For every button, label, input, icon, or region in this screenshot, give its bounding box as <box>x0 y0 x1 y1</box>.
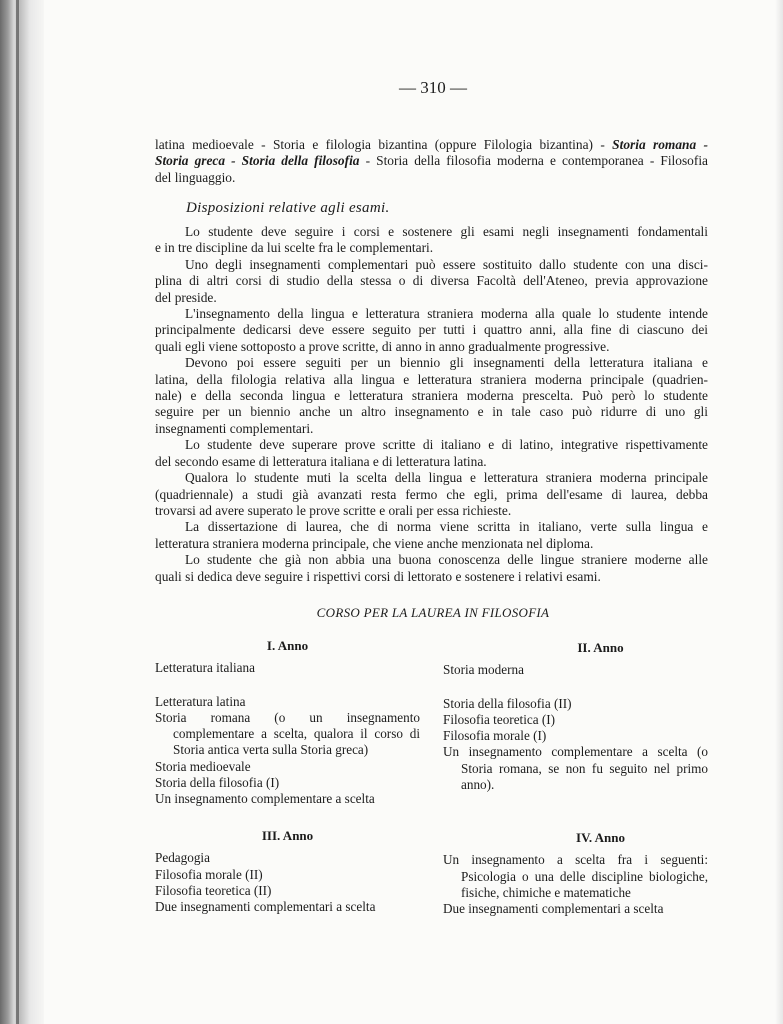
paragraph-text: Lo studente deve seguire i corsi e sostenere gli esami negli insegnamenti fondamentali <box>185 224 708 239</box>
paragraph-line <box>155 290 708 306</box>
year-1-column <box>155 638 420 808</box>
course-item: Storia della filosofia (I) <box>155 775 280 791</box>
paragraph-text: trovarsi ad avere superato le prove scritte e orali per essa richieste. <box>155 502 512 518</box>
paragraph-text: latina, della filologia relativa alla lingua e letteratura straniera moderna principale (quadrien- <box>155 371 708 387</box>
course-item: Letteratura latina <box>155 693 246 709</box>
paragraph-line <box>155 339 708 355</box>
paragraph-text: quali egli viene sottoposto a prove scritte, di anno in anno gradualmente progressive. <box>155 338 610 354</box>
course-item: Pedagogia <box>155 850 210 866</box>
paragraph-line <box>155 421 708 437</box>
paragraph-text: e in tre discipline da lui scelte fra le complementari. <box>155 240 434 256</box>
course-item: Due insegnamenti complementari a scelta <box>155 899 376 915</box>
paragraph-text: Lo studente deve superare prove scritte di italiano e di latino, integrative rispettivamente <box>185 437 708 453</box>
year-title: IV. Anno <box>576 830 625 845</box>
scan-right-edge <box>775 0 783 1024</box>
course-item: Due insegnamenti complementari a scelta <box>443 901 664 917</box>
section-heading: Disposizioni relative agli esami. <box>186 200 390 216</box>
paragraph-text: letteratura straniera moderna principale, che viene anche menzionata nel diploma. <box>155 535 594 551</box>
course-item: Storia medioevale <box>155 758 251 774</box>
paragraph-line <box>155 355 708 371</box>
paragraph-text: L'insegnamento della lingua e letteratura straniera moderna alla quale lo studente intende <box>185 306 708 322</box>
paragraph-text: del preside. <box>155 289 217 305</box>
paragraph-line <box>155 306 708 322</box>
year-title: III. Anno <box>261 828 314 843</box>
paragraph-text: principalmente dedicarsi deve essere seguito per tutti i quattro anni, alla fine di ciascuno dei <box>155 322 708 338</box>
course-item: Storia della filosofia (II) <box>443 695 572 711</box>
year-title: II. Anno <box>577 640 624 655</box>
paragraph-text: plina di altri corsi di studio della stessa o di diversa Facoltà dell'Ateneo, previa approvazione <box>155 273 708 289</box>
year-2-column <box>443 640 708 793</box>
paragraph-line <box>155 224 708 240</box>
paragraph-text: Lo studente che già non abbia una buona conoscenza delle lingue straniere moderne alle <box>185 552 708 568</box>
paragraph-line <box>155 454 708 470</box>
paragraph-text: insegnamenti complementari. <box>155 420 314 436</box>
year-4-column <box>443 830 708 917</box>
paragraph-line <box>155 437 708 453</box>
paragraph-line <box>155 503 708 519</box>
course-item: Letteratura italiana <box>155 660 255 676</box>
intro-text-plain: latina medioevale - Storia e filologia bizantina (oppure Filologia bizantina) - <box>155 137 613 152</box>
paragraph-text: seguire per un biennio anche un altro insegnamento e in tale caso può ridurre di uno gli <box>155 404 708 420</box>
course-item: Un insegnamento a scelta fra i seguenti: Psicologia o una delle discipline biologiche, fisiche, chimiche e matematiche <box>443 852 708 900</box>
page-number: — 310 — <box>399 78 467 97</box>
paragraph-text: Devono poi essere seguiti per un biennio gli insegnamenti della letteratura italiana e <box>185 355 708 371</box>
paragraph-text: (quadriennale) a studi già avanzati resta fermo che egli, prima dell'esame di laurea, debba <box>155 486 708 502</box>
paragraph-line <box>155 388 708 404</box>
paragraph-line <box>155 404 708 420</box>
course-item: Storia moderna <box>443 662 524 678</box>
paragraph-line <box>155 240 708 256</box>
paragraph-text: La dissertazione di laurea, che di norma viene scritta in italiano, verte sulla lingua e <box>185 519 708 535</box>
course-item: Un insegnamento complementare a scelta <box>155 791 375 807</box>
paragraph-line <box>155 536 708 552</box>
paragraph-text: Uno degli insegnamenti complementari può essere sostituito dallo studente con una disci- <box>185 256 708 272</box>
year-3-column <box>155 828 420 915</box>
year-title: I. Anno <box>266 638 309 653</box>
exam-rules-text <box>155 224 708 585</box>
paragraph-line <box>155 487 708 503</box>
intro-text-italic: Storia greca - Storia della filosofia <box>155 153 360 169</box>
paragraph-line <box>155 569 708 585</box>
intro-text <box>155 137 708 186</box>
course-item: Filosofia teoretica (II) <box>155 882 272 898</box>
intro-text-plain: del linguaggio. <box>155 169 236 185</box>
course-item: Un insegnamento complementare a scelta (o Storia romana, se non fu seguito nel primo anno). <box>443 744 708 793</box>
paragraph-line <box>155 519 708 535</box>
paragraph-line <box>155 322 708 338</box>
paragraph-text: nale) e della seconda lingua e letteratura straniera moderna prescelta. Può però lo studente <box>155 388 708 404</box>
paragraph-line <box>155 273 708 289</box>
intro-text-plain: - Storia della filosofia moderna e contemporanea - Filosofia <box>359 153 708 169</box>
scan-binding-shadow <box>16 0 19 1024</box>
intro-text-italic: Storia romana - <box>612 137 708 152</box>
paragraph-text: quali si dedica deve seguire i rispettivi corsi di lettorato e sostenere i relativi esami. <box>155 568 601 584</box>
course-item: Filosofia morale (II) <box>155 866 263 882</box>
paragraph-line <box>155 257 708 273</box>
course-item: Filosofia teoretica (I) <box>443 711 556 727</box>
paragraph-text: Qualora lo studente muti la scelta della lingua e letteratura straniera moderna principale <box>185 470 708 486</box>
paragraph-line <box>155 552 708 568</box>
paragraph-text: del secondo esame di letteratura italiana e di letteratura latina. <box>155 453 487 469</box>
course-item: Storia romana (o un insegnamento complementare a scelta, qualora il corso di Storia antica verta sulla Storia greca) <box>155 709 420 758</box>
course-item: Filosofia morale (I) <box>443 728 547 744</box>
course-title: CORSO PER LA LAUREA IN FILOSOFIA <box>316 605 550 620</box>
scan-left-edge <box>0 0 44 1024</box>
paragraph-line <box>155 470 708 486</box>
paragraph-line <box>155 372 708 388</box>
